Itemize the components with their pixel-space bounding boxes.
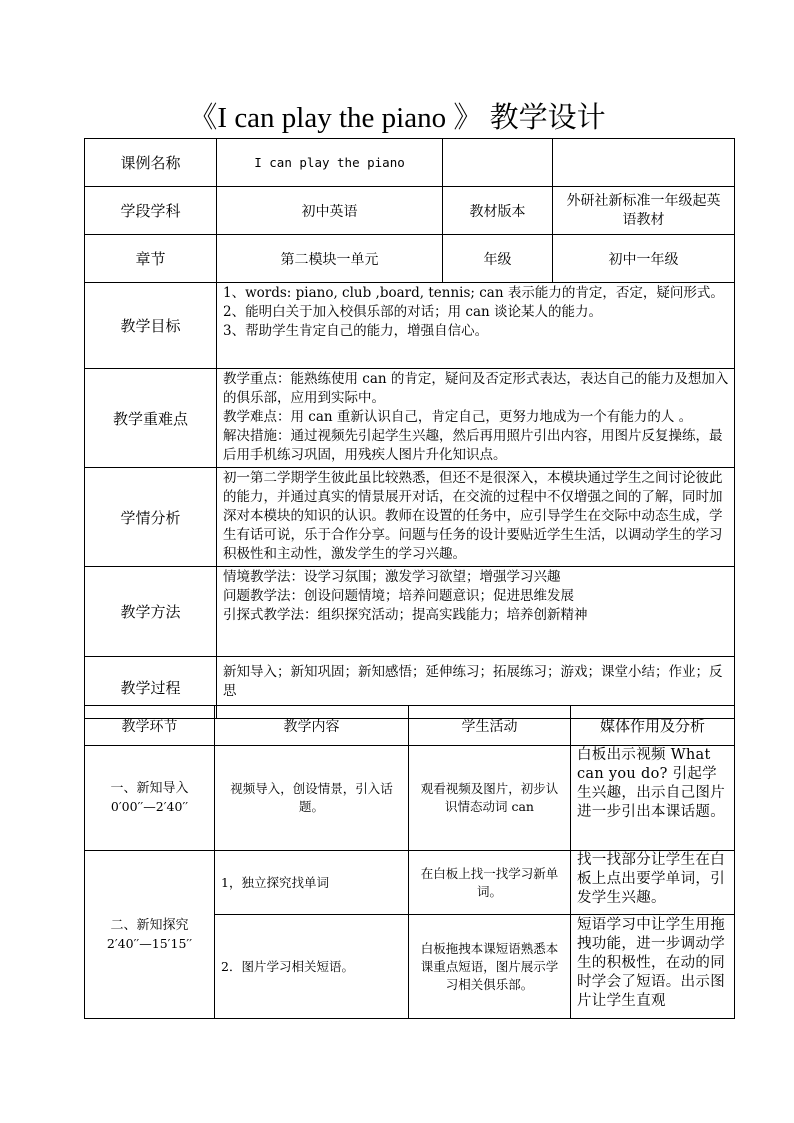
- methods-content: [217, 567, 735, 657]
- analysis-row: [85, 468, 735, 567]
- grade-label: 年级: [443, 235, 553, 283]
- chapter-label: 章节: [85, 235, 217, 283]
- goal-item: 3、帮助学生肯定自己的能力，增强自信心。: [223, 323, 489, 339]
- method-item: 引探式教学法：组织探究活动；提高实践能力；培养创新精神: [223, 607, 588, 623]
- stage-name: 一、新知导入: [110, 781, 189, 796]
- course-label: 课例名称: [85, 139, 217, 187]
- analysis-label: 学情分析: [85, 468, 217, 567]
- process-label: 教学过程: [85, 657, 217, 719]
- content-cell: 视频导入，创设情景，引入话题。: [215, 746, 409, 851]
- course-value: I can play the piano: [217, 139, 443, 187]
- goals-content: [217, 283, 735, 369]
- grade-value: 初中一年级: [553, 235, 735, 283]
- stage-cell: [85, 851, 215, 1019]
- goals-row: [85, 283, 735, 369]
- table-row: [85, 746, 735, 851]
- method-item: 情境教学法：设学习氛围；激发学习欲望；增强学习兴趣: [223, 569, 561, 585]
- content-cell: 1，独立探究找单词: [215, 851, 409, 915]
- subject-row: [85, 187, 735, 235]
- header-stage: 教学环节: [85, 706, 215, 746]
- header-activity: 学生活动: [409, 706, 571, 746]
- keypoints-row: [85, 369, 735, 468]
- stage-cell: [85, 746, 215, 851]
- keypoint-item: 教学难点：用 can 重新认识自己，肯定自己，更努力地成为一个有能力的人 。: [223, 409, 693, 425]
- keypoint-item: 教学重点：能熟练使用 can 的肯定，疑问及否定形式表达，表达自己的能力及想加入的俱乐部，应用到实际中。: [223, 371, 729, 406]
- process-table: [84, 705, 735, 1019]
- media-clip: [571, 915, 734, 1018]
- keypoints-label: 教学重难点: [85, 369, 217, 468]
- document-title: 《I can play the piano 》 教学设计: [188, 102, 606, 134]
- chapter-row: [85, 235, 735, 283]
- table-row: [85, 851, 735, 915]
- methods-row: [85, 567, 735, 657]
- media-text: 短语学习中让学生用拖拽功能，进一步调动学生的积极性，在动的同时学会了短语。出示图片让学生直观: [577, 917, 725, 1009]
- goal-item: 1、words: piano, club ,board, tennis; can 表示能力的肯定，否定，疑问形式。: [223, 285, 724, 301]
- media-cell: [571, 915, 735, 1019]
- keypoint-item: 解决措施：通过视频先引起学生兴趣，然后再用照片引出内容，用图片反复操练，最后用手机练习巩固，用残疾人图片升化知识点。: [223, 428, 723, 463]
- keypoints-content: [217, 369, 735, 468]
- course-extra-cell-2: [553, 139, 735, 187]
- course-row: [85, 139, 735, 187]
- method-item: 问题教学法：创设问题情境；培养问题意识；促进思维发展: [223, 588, 574, 604]
- stage-time: 0′00′′—2′40′′: [110, 799, 189, 814]
- methods-label: 教学方法: [85, 567, 217, 657]
- process-table-header: [85, 706, 735, 746]
- course-info-table: [84, 138, 735, 719]
- goals-label: 教学目标: [85, 283, 217, 369]
- subject-label: 学段学科: [85, 187, 217, 235]
- subject-value: 初中英语: [217, 187, 443, 235]
- activity-cell: 在白板上找一找学习新单词。: [409, 851, 571, 915]
- textbook-value: 外研社新标准一年级起英语教材: [553, 187, 735, 235]
- goal-item: 2、能明白关于加入校俱乐部的对话；用 can 谈论某人的能力。: [223, 304, 602, 320]
- content-cell: 2．图片学习相关短语。: [215, 915, 409, 1019]
- activity-cell: 白板拖拽本课短语熟悉本课重点短语，图片展示学习相关俱乐部。: [409, 915, 571, 1019]
- analysis-content: 初一第二学期学生彼此虽比较熟悉，但还不是很深入，本模块通过学生之间讨论彼此的能力，并通过真实的情景展开对话，在交流的过程中不仅增强之间的了解，同时加深对本模块的知识的认识。教师在设置的任务中，应引导学生在交际中动态生成，学生有话可说，乐于合作分享。问题与任务的设计要贴近学生生活，以调动学生的学习积极性和主动性，激发学生的学习兴趣。: [217, 468, 735, 567]
- chapter-value: 第二模块一单元: [217, 235, 443, 283]
- course-extra-cell-1: [443, 139, 553, 187]
- stage-time: 2′40′′—15′15′′: [106, 935, 193, 951]
- activity-cell: 观看视频及图片，初步认识情态动词 can: [409, 746, 571, 851]
- header-media: 媒体作用及分析: [571, 706, 735, 746]
- media-cell: 白板出示视频 What can you do? 引起学生兴趣，出示自己图片进一步引出本课话题。: [571, 746, 735, 851]
- header-content: 教学内容: [215, 706, 409, 746]
- process-content: 新知导入；新知巩固；新知感悟；延伸练习；拓展练习；游戏；课堂小结；作业；反思: [217, 657, 735, 719]
- textbook-label: 教材版本: [443, 187, 553, 235]
- media-cell: 找一找部分让学生在白板上点出要学单词，引发学生兴趣。: [571, 851, 735, 915]
- stage-name: 二、新知探究: [110, 917, 189, 933]
